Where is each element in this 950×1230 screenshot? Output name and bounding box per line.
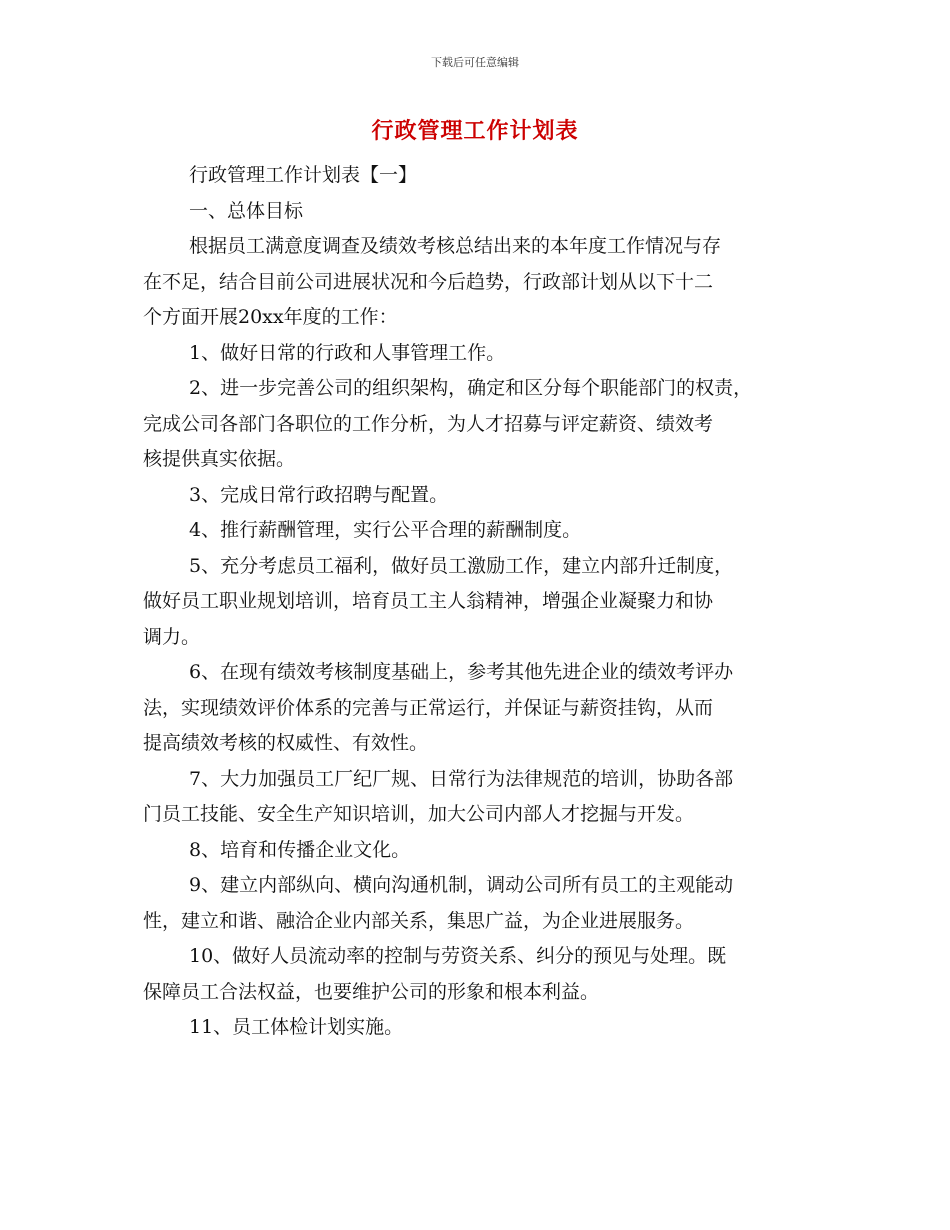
paragraph-line: 保障员工合法权益，也要维护公司的形象和根本利益。	[143, 980, 600, 1003]
list-item	[143, 939, 823, 1010]
paragraph-line: 门员工技能、安全生产知识培训，加大公司内部人才挖掘与开发。	[143, 803, 695, 825]
document-body	[143, 158, 823, 1046]
paragraph-line: 1、做好日常的行政和人事管理工作。	[189, 341, 506, 364]
paragraph-line: 完成公司各部门各职位的工作分析，为人才招募与评定薪资、绩效考	[143, 412, 714, 435]
paragraph-line: 10、做好人员流动率的控制与劳资关系、纠分的预见与处理。既	[189, 945, 727, 967]
list-item	[143, 868, 823, 939]
header-note: 下载后可任意编辑	[431, 56, 519, 69]
document-title: 行政管理工作计划表	[371, 119, 579, 144]
list-item	[143, 336, 823, 372]
section-heading: 一、总体目标	[189, 199, 304, 222]
list-item	[143, 762, 823, 833]
list-item	[143, 513, 823, 549]
paragraph-line: 根据员工满意度调查及绩效考核总结出来的本年度工作情况与存	[189, 235, 722, 257]
paragraph-line: 个方面开展20xx年度的工作：	[143, 306, 398, 328]
paragraph-line: 7、大力加强员工厂纪厂规、日常行为法律规范的培训，协助各部	[189, 767, 734, 790]
paragraph-line: 性，建立和谐、融洽企业内部关系，集思广益，为企业进展服务。	[143, 909, 695, 932]
paragraph-line: 法，实现绩效评价体系的完善与正常运行，并保证与薪资挂钩，从而	[143, 696, 714, 719]
paragraph-line: 3、完成日常行政招聘与配置。	[189, 483, 449, 506]
paragraph-line: 11、员工体检计划实施。	[189, 1016, 404, 1038]
list-item	[143, 833, 823, 869]
paragraph-line: 8、培育和传播企业文化。	[189, 838, 411, 861]
paragraph-line: 9、建立内部纵向、横向沟通机制，调动公司所有员工的主观能动	[189, 874, 734, 896]
paragraph-line: 做好员工职业规划培训，培育员工主人翁精神，增强企业凝聚力和协	[143, 590, 714, 612]
list-item	[143, 371, 823, 478]
paragraph-line: 核提供真实依据。	[143, 448, 296, 470]
paragraph-line: 5、充分考虑员工福利，做好员工激励工作，建立内部升迁制度，	[189, 554, 734, 577]
paragraph-line: 在不足，结合目前公司进展状况和今后趋势，行政部计划从以下十二	[143, 270, 714, 293]
list-item	[143, 1010, 823, 1046]
paragraph-line: 2、进一步完善公司的组织架构，确定和区分每个职能部门的权责，	[189, 377, 753, 399]
list-item	[143, 549, 823, 656]
paragraph-line: 提高绩效考核的权威性、有效性。	[143, 732, 429, 754]
section-subtitle: 行政管理工作计划表【一】	[189, 164, 418, 186]
list-item	[143, 655, 823, 762]
paragraph-line: 6、在现有绩效考核制度基础上，参考其他先进企业的绩效考评办	[189, 661, 734, 683]
list-item	[143, 478, 823, 514]
paragraph-line: 4、推行薪酬管理，实行公平合理的薪酬制度。	[189, 519, 582, 541]
intro-paragraph	[143, 229, 823, 336]
paragraph-line: 调力。	[143, 625, 201, 648]
